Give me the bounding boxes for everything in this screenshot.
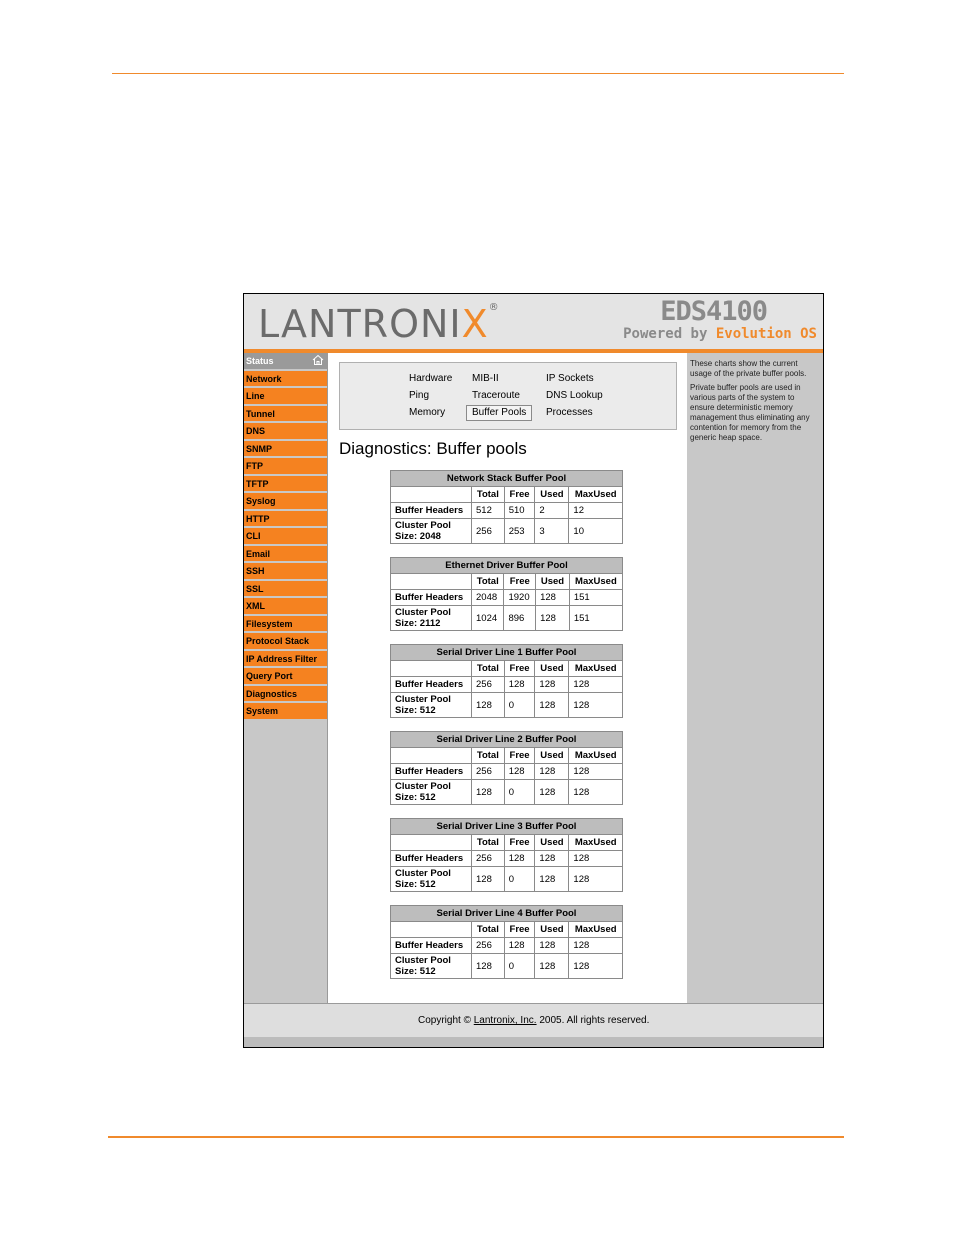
sidebar-item-query-port[interactable]: Query Port: [244, 668, 327, 684]
product-name: EDS4100: [660, 296, 767, 327]
col-total: Total: [472, 835, 505, 851]
row-label-cluster-pool: Cluster Pool Size: 512: [391, 693, 472, 718]
cell-free: 0: [504, 867, 535, 892]
sidebar-item-ssh[interactable]: SSH: [244, 563, 327, 579]
cell-free: 128: [504, 851, 535, 867]
table-row: [391, 677, 623, 693]
cell-maxused: 128: [569, 851, 623, 867]
table-row: [391, 938, 623, 954]
pool-title: Network Stack Buffer Pool: [391, 471, 623, 487]
cell-used: 128: [535, 938, 569, 954]
sidebar-item-tftp[interactable]: TFTP: [244, 476, 327, 492]
col-used: Used: [535, 835, 569, 851]
cell-total: 128: [472, 954, 505, 979]
blank-header: [391, 835, 472, 851]
menu-buffer-pools[interactable]: Buffer Pools: [466, 405, 532, 421]
cell-used: 128: [535, 851, 569, 867]
row-label-cluster-pool: Cluster Pool Size: 512: [391, 954, 472, 979]
table-row: [391, 780, 623, 805]
table-row: [391, 867, 623, 892]
cell-used: 128: [536, 590, 570, 606]
cell-maxused: 128: [569, 954, 623, 979]
cell-total: 2048: [472, 590, 504, 606]
col-total: Total: [472, 922, 505, 938]
cell-total: 128: [472, 867, 505, 892]
col-free: Free: [504, 922, 535, 938]
lantronix-logo: LANTRONIX®: [258, 302, 500, 346]
col-used: Used: [536, 574, 570, 590]
sidebar-item-tunnel[interactable]: Tunnel: [244, 406, 327, 422]
sidebar-item-ftp[interactable]: FTP: [244, 458, 327, 474]
col-free: Free: [504, 487, 535, 503]
menu-dns-lookup[interactable]: DNS Lookup: [546, 390, 603, 401]
row-label-cluster-pool: Cluster Pool Size: 2112: [391, 606, 472, 631]
cell-maxused: 151: [569, 590, 622, 606]
help-panel: [687, 353, 823, 1003]
sidebar-item-diagnostics[interactable]: Diagnostics: [244, 686, 327, 702]
row-label-buffer-headers: Buffer Headers: [391, 503, 472, 519]
cell-maxused: 128: [569, 780, 623, 805]
table-row: [391, 590, 623, 606]
cell-free: 0: [504, 954, 535, 979]
col-free: Free: [504, 574, 536, 590]
col-maxused: MaxUsed: [569, 922, 623, 938]
cell-used: 128: [535, 693, 569, 718]
col-maxused: MaxUsed: [569, 748, 623, 764]
powered-by: Powered by Evolution OS: [623, 326, 817, 342]
cell-total: 256: [472, 519, 505, 544]
cell-used: 128: [535, 867, 569, 892]
help-text-1: These charts show the current usage of the private buffer pools.: [690, 359, 807, 378]
sidebar-item-protocol-stack[interactable]: Protocol Stack: [244, 633, 327, 649]
sidebar-item-dns[interactable]: DNS: [244, 423, 327, 439]
footer-bar: [244, 1037, 823, 1047]
cell-used: 3: [535, 519, 569, 544]
footer: [244, 1003, 823, 1038]
diagnostics-menu: [339, 362, 677, 430]
cell-used: 128: [535, 954, 569, 979]
sidebar-item-syslog[interactable]: Syslog: [244, 493, 327, 509]
page-rule-bottom: [108, 1136, 844, 1138]
row-label-buffer-headers: Buffer Headers: [391, 938, 472, 954]
sidebar: [244, 353, 327, 1003]
menu-ping[interactable]: Ping: [409, 390, 430, 401]
cell-total: 256: [472, 764, 505, 780]
pool-title: Serial Driver Line 4 Buffer Pool: [391, 906, 623, 922]
buffer-pool-table: [390, 557, 623, 631]
sidebar-item-email[interactable]: Email: [244, 546, 327, 562]
cell-total: 512: [472, 503, 505, 519]
blank-header: [391, 661, 472, 677]
blank-header: [391, 574, 472, 590]
menu-processes[interactable]: Processes: [546, 407, 593, 418]
row-label-buffer-headers: Buffer Headers: [391, 764, 472, 780]
row-label-buffer-headers: Buffer Headers: [391, 590, 472, 606]
sidebar-item-snmp[interactable]: SNMP: [244, 441, 327, 457]
buffer-pool-table: [390, 905, 623, 979]
table-row: [391, 851, 623, 867]
cell-free: 253: [504, 519, 535, 544]
header: [244, 294, 823, 349]
col-maxused: MaxUsed: [569, 487, 623, 503]
pool-title: Serial Driver Line 2 Buffer Pool: [391, 732, 623, 748]
main-content: [327, 353, 687, 1003]
sidebar-item-status[interactable]: Status: [244, 353, 327, 369]
sidebar-item-network[interactable]: Network: [244, 371, 327, 387]
col-free: Free: [504, 835, 535, 851]
cell-used: 2: [535, 503, 569, 519]
cell-free: 0: [504, 693, 535, 718]
cell-maxused: 128: [569, 938, 623, 954]
cell-maxused: 128: [569, 764, 623, 780]
cell-used: 128: [535, 780, 569, 805]
cell-maxused: 12: [569, 503, 623, 519]
col-used: Used: [535, 922, 569, 938]
pool-title: Serial Driver Line 3 Buffer Pool: [391, 819, 623, 835]
row-label-cluster-pool: Cluster Pool Size: 512: [391, 867, 472, 892]
sidebar-item-http[interactable]: HTTP: [244, 511, 327, 527]
col-maxused: MaxUsed: [569, 574, 622, 590]
cell-total: 256: [472, 938, 505, 954]
help-text-2: Private buffer pools are used in various parts of the system to ensure deterministic memory management thus eliminating any contention for memory from the generic heap space.: [690, 383, 810, 442]
sidebar-item-system[interactable]: System: [244, 703, 327, 719]
cell-maxused: 128: [569, 867, 623, 892]
col-free: Free: [504, 661, 535, 677]
row-label-buffer-headers: Buffer Headers: [391, 677, 472, 693]
cell-free: 128: [504, 677, 535, 693]
menu-mib2[interactable]: MIB-II: [472, 373, 499, 384]
pool-title: Ethernet Driver Buffer Pool: [391, 558, 623, 574]
col-maxused: MaxUsed: [569, 661, 623, 677]
copyright: Copyright © Lantronix, Inc. 2005. All rights reserved.: [418, 1015, 650, 1026]
cell-total: 1024: [472, 606, 504, 631]
cell-total: 256: [472, 851, 505, 867]
buffer-pool-table: [390, 470, 623, 544]
pool-title: Serial Driver Line 1 Buffer Pool: [391, 645, 623, 661]
menu-ip-sockets[interactable]: IP Sockets: [546, 373, 594, 384]
buffer-pool-table: [390, 731, 623, 805]
lantronix-link[interactable]: Lantronix, Inc.: [473, 1015, 537, 1026]
sidebar-item-cli[interactable]: CLI: [244, 528, 327, 544]
row-label-cluster-pool: Cluster Pool Size: 2048: [391, 519, 472, 544]
col-total: Total: [472, 574, 504, 590]
cell-free: 1920: [504, 590, 536, 606]
cell-free: 128: [504, 764, 535, 780]
cell-total: 256: [472, 677, 505, 693]
col-free: Free: [504, 748, 535, 764]
col-used: Used: [535, 487, 569, 503]
cell-maxused: 10: [569, 519, 623, 544]
col-total: Total: [472, 661, 505, 677]
blank-header: [391, 748, 472, 764]
sidebar-item-ip-address-filter[interactable]: IP Address Filter: [244, 651, 327, 667]
menu-hardware[interactable]: Hardware: [409, 373, 453, 384]
menu-memory[interactable]: Memory: [409, 407, 446, 418]
table-row: [391, 954, 623, 979]
row-label-buffer-headers: Buffer Headers: [391, 851, 472, 867]
sidebar-item-line[interactable]: Line: [244, 388, 327, 404]
cell-maxused: 128: [569, 677, 623, 693]
sidebar-item-filesystem[interactable]: Filesystem: [244, 616, 327, 632]
cell-total: 128: [472, 780, 505, 805]
page-rule-top: [112, 73, 844, 74]
blank-header: [391, 487, 472, 503]
col-used: Used: [535, 748, 569, 764]
cell-maxused: 128: [569, 693, 623, 718]
cell-used: 128: [535, 764, 569, 780]
cell-free: 510: [504, 503, 535, 519]
sidebar-item-ssl[interactable]: SSL: [244, 581, 327, 597]
menu-traceroute[interactable]: Traceroute: [472, 390, 520, 401]
table-row: [391, 606, 623, 631]
buffer-pool-table: [390, 818, 623, 892]
cell-used: 128: [536, 606, 570, 631]
cell-free: 0: [504, 780, 535, 805]
cell-total: 128: [472, 693, 505, 718]
col-total: Total: [472, 748, 505, 764]
page-title: Diagnostics: Buffer pools: [339, 439, 527, 458]
col-total: Total: [472, 487, 505, 503]
browser-screenshot: [243, 293, 824, 1048]
table-row: [391, 519, 623, 544]
home-icon[interactable]: [312, 354, 324, 366]
cell-free: 896: [504, 606, 536, 631]
table-row: [391, 764, 623, 780]
sidebar-item-xml[interactable]: XML: [244, 598, 327, 614]
cell-maxused: 151: [569, 606, 622, 631]
col-used: Used: [535, 661, 569, 677]
cell-free: 128: [504, 938, 535, 954]
blank-header: [391, 922, 472, 938]
cell-used: 128: [535, 677, 569, 693]
table-row: [391, 693, 623, 718]
buffer-pool-table: [390, 644, 623, 718]
table-row: [391, 503, 623, 519]
row-label-cluster-pool: Cluster Pool Size: 512: [391, 780, 472, 805]
col-maxused: MaxUsed: [569, 835, 623, 851]
